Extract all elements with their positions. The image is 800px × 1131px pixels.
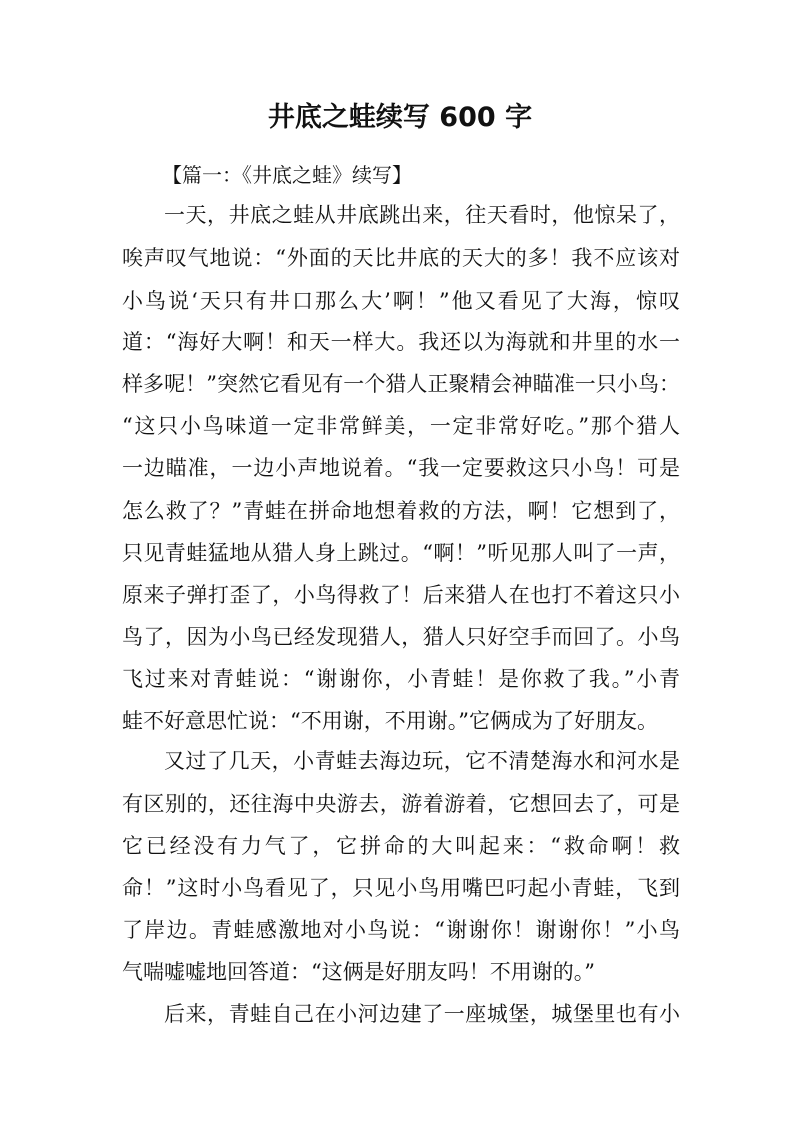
paragraph-line: 了岸边。青蛙感激地对小鸟说：“谢谢你！谢谢你！”小鸟 bbox=[122, 918, 680, 942]
paragraph-line: 气喘嘘嘘地回答道：“这俩是好朋友吗！不用谢的。” bbox=[122, 960, 595, 984]
paragraph-line: 道：“海好大啊！和天一样大。我还以为海就和井里的水一 bbox=[122, 330, 680, 354]
paragraph-line: 样多呢！”突然它看见有一个猎人正聚精会神瞄准一只小鸟： bbox=[122, 372, 680, 396]
paragraph-line: 鸟了，因为小鸟已经发现猎人，猎人只好空手而回了。小鸟 bbox=[122, 625, 680, 649]
section-heading: 【篇一：《井底之蛙》续写】 bbox=[162, 163, 412, 187]
paragraph-line: 它已经没有力气了，它拼命的大叫起来：“救命啊！救 bbox=[122, 834, 680, 858]
paragraph-line: 又过了几天，小青蛙去海边玩，它不清楚海水和河水是 bbox=[164, 749, 680, 773]
paragraph-line: 蛙不好意思忙说：“不用谢，不用谢。”它俩成为了好朋友。 bbox=[122, 709, 658, 733]
paragraph-line: 原来子弹打歪了，小鸟得救了！后来猎人在也打不着这只小 bbox=[122, 583, 680, 607]
paragraph-line: 小鸟说‘天只有井口那么大’啊！”他又看见了大海，惊叹 bbox=[122, 289, 680, 313]
paragraph-line: 命！”这时小鸟看见了，只见小鸟用嘴巴叼起小青蛙，飞到 bbox=[122, 876, 680, 900]
paragraph-line: 飞过来对青蛙说：“谢谢你，小青蛙！是你救了我。”小青 bbox=[122, 667, 680, 691]
paragraph-line: 怎么救了？”青蛙在拼命地想着救的方法，啊！它想到了， bbox=[122, 499, 680, 523]
paragraph-line: 唉声叹气地说：“外面的天比井底的天大的多！我不应该对 bbox=[122, 246, 680, 270]
paragraph-line: 一天，井底之蛙从井底跳出来，往天看时，他惊呆了， bbox=[164, 203, 680, 227]
paragraph-line: 有区别的，还往海中央游去，游着游着，它想回去了，可是 bbox=[122, 792, 680, 816]
paragraph-line: 一边瞄准，一边小声地说着。“我一定要救这只小鸟！可是 bbox=[122, 456, 680, 480]
document-title: 井底之蛙续写 600 字 bbox=[267, 102, 533, 133]
paragraph-line: “这只小鸟味道一定非常鲜美，一定非常好吃。”那个猎人 bbox=[122, 414, 680, 438]
paragraph-line: 只见青蛙猛地从猎人身上跳过。“啊！”听见那人叫了一声， bbox=[122, 541, 680, 565]
paragraph-line: 后来，青蛙自己在小河边建了一座城堡，城堡里也有小 bbox=[164, 1002, 680, 1026]
